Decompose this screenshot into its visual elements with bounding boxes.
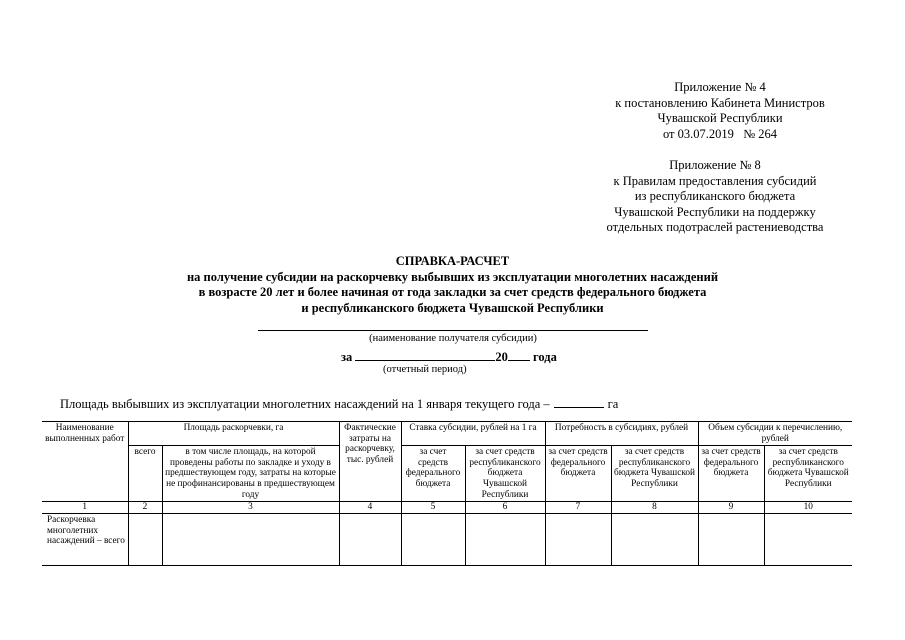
cell-volume-fed[interactable] [698,514,764,566]
title-main: СПРАВКА-РАСЧЕТ [395,254,510,268]
appendix-8-line: отдельных подотраслей растениеводства [606,220,824,234]
period-caption: (отчетный период) [383,364,467,375]
header-work-name: Наименование выполненных работ [42,422,128,502]
header-volume-rep: за счет средств республиканского бюджета Чувашской Республики [764,446,852,502]
cell-volume-rep[interactable] [764,514,852,566]
header-area-group: Площадь раскорчевки, га [128,422,339,446]
title-line: и республиканского бюджета Чувашской Республики [301,300,604,315]
area-line-text: Площадь выбывших из эксплуатации многолетних насаждений на 1 января текущего года – [60,397,550,411]
cell-actual-costs[interactable] [339,514,401,566]
cell-rate-rep[interactable] [465,514,545,566]
appendix-4-line: к постановлению Кабинета Министров [615,95,825,110]
appendix-8-line: к Правилам предоставления субсидий [613,173,817,188]
period-suffix: года [533,350,557,364]
column-number: 2 [128,502,162,514]
appendix-8-line: Приложение № 8 [669,158,761,172]
cell-area-incl[interactable] [162,514,339,566]
appendix-4-line: от 03.07.2019 № 264 [662,126,778,141]
appendix-8-line: из республиканского бюджета [634,189,796,203]
header-area-total: всего [128,446,162,502]
recipient-caption: (наименование получателя субсидии) [369,333,537,344]
column-number: 5 [401,502,465,514]
appendix-4-block [590,80,850,142]
header-need-fed: за счет средств федерального бюджета [545,446,611,502]
subsidy-calc-table [42,421,852,566]
column-number: 10 [764,502,852,514]
header-volume-fed: за счет средств федерального бюджета [698,446,764,502]
period-prefix: за [341,350,353,364]
header-rate-group: Ставка субсидии, рублей на 1 га [401,422,545,446]
title-line: в возрасте 20 лет и более начиная от года закладки за счет средств федерального бюджета [198,285,707,299]
period-blank-field[interactable] [355,348,495,361]
header-rate-rep: за счет средств республиканского бюджета Чувашской Республики [465,446,545,502]
column-number: 7 [545,502,611,514]
cell-area-total[interactable] [128,514,162,566]
cell-rate-fed[interactable] [401,514,465,566]
area-unit: га [607,397,619,411]
period-year-blank-field[interactable] [508,348,530,361]
cell-need-rep[interactable] [611,514,698,566]
column-number: 4 [339,502,401,514]
appendix-4-line: Приложение № 4 [674,80,766,94]
period-row [341,348,557,365]
area-line [60,395,618,412]
area-value-field[interactable] [554,395,604,408]
period-year-prefix: 20 [495,350,508,364]
column-number: 8 [611,502,698,514]
appendix-8-block [580,158,850,236]
header-need-rep: за счет средств республиканского бюджета Чувашской Республики [611,446,698,502]
header-rate-fed: за счет средств федерального бюджета [401,446,465,502]
column-number: 1 [42,502,128,514]
header-actual-costs: Фактические затраты на раскорчевку, тыс. рублей [339,422,401,502]
title-line: на получение субсидии на раскорчевку выбывших из эксплуатации многолетних насаждений [186,269,719,284]
document-title [100,254,805,316]
header-area-incl: в том числе площадь, на которой проведены работы по закладке и уходу в предшествующем году, затраты на которые не профинансированы в предшествующем году [162,446,339,502]
column-number: 3 [162,502,339,514]
appendix-8-line: Чувашской Республики на поддержку [614,204,816,219]
column-number: 6 [465,502,545,514]
header-need-group: Потребность в субсидиях, рублей [545,422,698,446]
recipient-name-line[interactable] [258,330,648,331]
row-name: Раскорчевка многолетних насаждений – всего [42,514,128,566]
column-number: 9 [698,502,764,514]
cell-need-fed[interactable] [545,514,611,566]
header-volume-group: Объем субсидии к перечислению, рублей [698,422,852,446]
appendix-4-line: Чувашской Республики [657,111,783,125]
